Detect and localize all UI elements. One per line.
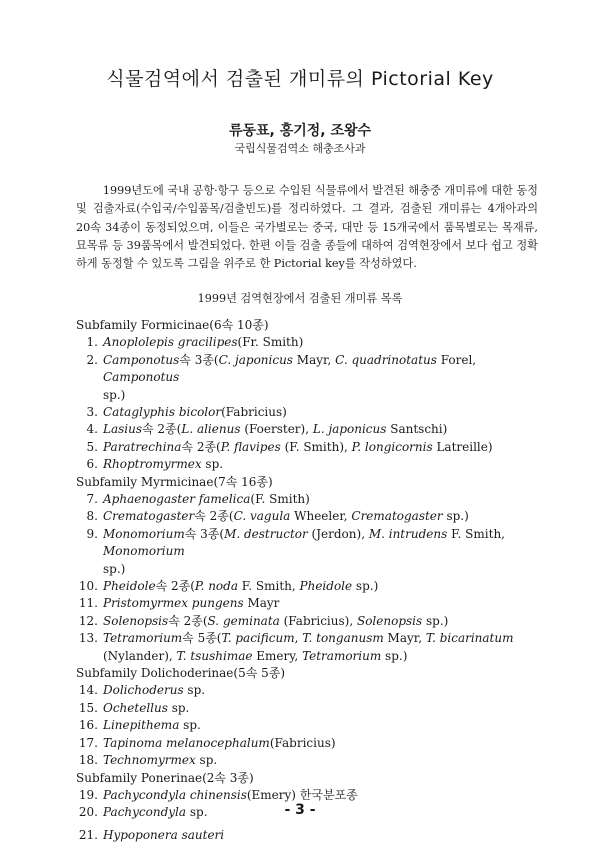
species-item — [76, 735, 546, 752]
taxon-text: Mayr, — [383, 631, 426, 646]
species-item — [76, 682, 546, 699]
species-item — [76, 613, 546, 630]
species-entry — [103, 456, 546, 473]
taxon-text: Mayr, — [292, 352, 336, 367]
taxon-name: Lasius — [103, 422, 143, 437]
author-list: 류동표, 홍기정, 조왕수 — [228, 123, 372, 139]
taxon-name: P. noda — [194, 579, 238, 594]
taxon-text: (F. Smith), — [280, 439, 352, 454]
taxon-name: Anoplolepis gracilipes — [103, 335, 238, 350]
taxon-name: Crematogaster — [351, 509, 443, 524]
species-list-heading: 1999년 검역현장에서 검출된 개미류 목록 — [197, 292, 403, 305]
species-item — [76, 630, 546, 665]
taxon-name: Tetramorium — [103, 631, 183, 646]
taxon-name: Technomyrmex — [103, 753, 196, 768]
species-item — [76, 700, 546, 717]
taxon-text: Emery, — [252, 648, 303, 663]
taxon-text: sp.) — [422, 613, 449, 628]
taxon-name: Pheidole — [299, 579, 353, 594]
taxon-name: C. vagula — [233, 509, 291, 524]
taxon-name: Hypoponera sauteri — [103, 827, 225, 842]
species-entry — [103, 352, 546, 404]
species-number: 3. — [86, 405, 98, 420]
taxon-text: sp.) — [352, 579, 379, 594]
taxon-text: sp. — [186, 805, 208, 820]
species-number: 8. — [86, 509, 98, 524]
species-entry — [103, 613, 546, 630]
taxon-name: T. bicarinatum — [425, 631, 514, 646]
taxon-text: (Emery) 한국분포종 — [246, 787, 358, 802]
taxon-name: Solenopsis — [103, 613, 169, 628]
species-entry — [103, 735, 546, 752]
species-item — [76, 595, 546, 612]
taxon-name: Solenopsis — [356, 613, 423, 628]
species-list — [76, 317, 546, 844]
taxon-name: Ochetellus — [103, 700, 168, 715]
species-item — [76, 456, 546, 473]
species-number: 5. — [86, 439, 98, 454]
taxon-name: Dolichoderus — [103, 683, 184, 698]
subfamily-heading: Subfamily Dolichoderinae(5속 5종) — [76, 666, 286, 681]
species-entry — [103, 439, 546, 456]
taxon-name: Camponotus — [103, 370, 180, 385]
taxon-text: (Foerster), — [240, 422, 313, 437]
species-number: 16. — [78, 718, 98, 733]
species-item — [76, 421, 546, 438]
taxon-text: sp. — [179, 718, 201, 733]
taxon-name: T. tonganusm — [302, 631, 384, 646]
taxon-name: Pachycondyla — [103, 805, 187, 820]
taxon-name: Tapinoma melanocephalum — [103, 735, 270, 750]
taxon-text: (Fabricius) — [221, 405, 287, 420]
taxon-text: (Fabricius), — [279, 613, 357, 628]
taxon-name: Aphaenogaster famelica — [103, 492, 251, 507]
species-entry — [103, 526, 546, 578]
taxon-text: 속 2종( — [181, 439, 221, 454]
species-number: 17. — [78, 735, 98, 750]
species-entry — [103, 595, 546, 612]
taxon-name: Rhoptromyrmex — [103, 457, 202, 472]
taxon-name: P. longicornis — [351, 439, 433, 454]
taxon-name: Linepithema — [103, 718, 180, 733]
species-entry — [103, 491, 546, 508]
species-item — [76, 526, 546, 578]
taxon-text: sp.) — [381, 648, 408, 663]
species-entry — [103, 752, 546, 769]
species-entry — [103, 700, 546, 717]
taxon-name: Pachycondyla chinensis — [103, 787, 247, 802]
taxon-text: Mayr — [243, 596, 280, 611]
taxon-name: Crematogaster — [103, 509, 195, 524]
species-number: 21. — [78, 827, 98, 842]
taxon-text: F. Smith, — [447, 526, 505, 541]
taxon-name: M. destructor — [224, 526, 308, 541]
taxon-name: Cataglyphis bicolor — [103, 405, 222, 420]
species-number: 11. — [78, 596, 98, 611]
taxon-text: sp. — [195, 753, 218, 768]
species-item — [76, 578, 546, 595]
species-number: 20. — [78, 805, 98, 820]
taxon-text: Wheeler, — [290, 509, 352, 524]
taxon-name: L. japonicus — [312, 422, 387, 437]
species-entry — [103, 508, 546, 525]
subfamily-heading: Subfamily Ponerinae(2속 3종) — [76, 770, 254, 785]
taxon-text: 속 2종( — [142, 422, 182, 437]
species-item — [76, 752, 546, 769]
species-item — [76, 404, 546, 421]
page-number: - 3 - — [284, 802, 316, 818]
species-entry-continuation: sp.) — [103, 387, 126, 402]
taxon-name: Camponotus — [103, 352, 180, 367]
taxon-text: 속 2종( — [168, 613, 208, 628]
species-entry — [103, 334, 546, 351]
subfamily-heading: Subfamily Myrmicinae(7속 16종) — [76, 474, 273, 489]
taxon-name: Monomorium — [103, 544, 185, 559]
species-entry — [103, 717, 546, 734]
species-item — [76, 717, 546, 734]
species-entry — [103, 827, 546, 844]
taxon-text: (Nylander), — [103, 648, 177, 663]
species-number: 10. — [78, 579, 98, 594]
taxon-text: sp. — [183, 683, 206, 698]
taxon-text: sp. — [201, 457, 224, 472]
species-number: 4. — [86, 422, 98, 437]
species-item — [76, 439, 546, 456]
abstract-paragraph: 1999년도에 국내 공항·항구 등으로 수입된 식물류에서 발견된 해충중 개미류에 대한 동정 및 검출자료(수입국/수입품목/검출빈도)를 정리하였다. 그 결과, 검출된 개미류는 4개아과의 20속 34종이 동정되었으며, 이들은 국가별로는 중국, 대만 등 15개국에서 품목별로는 목재류, 묘목류 등 39품목에서 발견되었다. 한편 이들 검출 종들에 대하여 검역현장에서 보다 쉽고 정확하게 동정할 수 있도록 그림을 위주로 한 Pictorial key를 작성하였다. — [76, 184, 538, 271]
taxon-name: C. quadrinotatus — [335, 352, 437, 367]
taxon-name: T. pacificum — [221, 631, 295, 646]
species-number: 2. — [86, 352, 98, 367]
taxon-text: Latreille) — [432, 439, 493, 454]
species-number: 19. — [78, 787, 98, 802]
taxon-name: Pheidole — [103, 579, 156, 594]
taxon-name: Pristomyrmex pungens — [103, 596, 244, 611]
taxon-text: sp. — [167, 700, 190, 715]
species-entry — [103, 682, 546, 699]
species-number: 14. — [78, 683, 98, 698]
taxon-text: F. Smith, — [237, 579, 300, 594]
taxon-name: S. geminata — [207, 613, 280, 628]
species-number: 18. — [78, 753, 98, 768]
species-entry — [103, 421, 546, 438]
species-number: 7. — [86, 492, 98, 507]
species-item — [76, 352, 546, 404]
species-item — [76, 508, 546, 525]
species-entry — [103, 630, 546, 665]
taxon-text: 속 5종( — [182, 631, 222, 646]
taxon-text: (F. Smith) — [250, 492, 310, 507]
species-entry — [103, 578, 546, 595]
taxon-text: 속 3종( — [179, 352, 219, 367]
species-number: 15. — [78, 700, 98, 715]
taxon-text: sp.) — [442, 509, 469, 524]
taxon-name: P. flavipes — [220, 439, 281, 454]
taxon-name: M. intrudens — [368, 526, 448, 541]
subfamily-heading: Subfamily Formicinae(6속 10종) — [76, 318, 269, 332]
species-number: 1. — [86, 335, 98, 350]
species-number: 13. — [78, 631, 98, 646]
taxon-text: , — [294, 631, 303, 646]
taxon-text: (Fr. Smith) — [237, 335, 304, 350]
paper-title: 식물검역에서 검출된 개미류의 Pictorial Key — [106, 68, 494, 90]
taxon-text: 속 2종( — [194, 509, 234, 524]
species-entry-continuation — [103, 648, 546, 665]
taxon-name: Monomorium — [103, 526, 185, 541]
taxon-name: L. alienus — [181, 422, 241, 437]
taxon-text: (Jerdon), — [307, 526, 369, 541]
taxon-text: Forel, — [436, 352, 477, 367]
taxon-name: C. japonicus — [218, 352, 293, 367]
species-number: 9. — [86, 526, 98, 541]
species-number: 12. — [78, 613, 98, 628]
taxon-name: T. tsushimae — [176, 648, 253, 663]
species-number: 6. — [86, 457, 98, 472]
taxon-text: (Fabricius) — [269, 735, 336, 750]
taxon-name: Tetramorium — [302, 648, 382, 663]
abstract — [76, 182, 538, 273]
author-affiliation: 국립식물검역소 해충조사과 — [234, 142, 366, 155]
taxon-text: 속 3종( — [184, 526, 225, 541]
taxon-text: 속 2종( — [155, 579, 195, 594]
taxon-name: Paratrechina — [103, 439, 182, 454]
species-item — [76, 827, 546, 844]
species-entry — [103, 404, 546, 421]
taxon-text: Santschi) — [386, 422, 448, 437]
species-entry-continuation: sp.) — [103, 561, 126, 576]
species-item — [76, 334, 546, 351]
species-item — [76, 491, 546, 508]
